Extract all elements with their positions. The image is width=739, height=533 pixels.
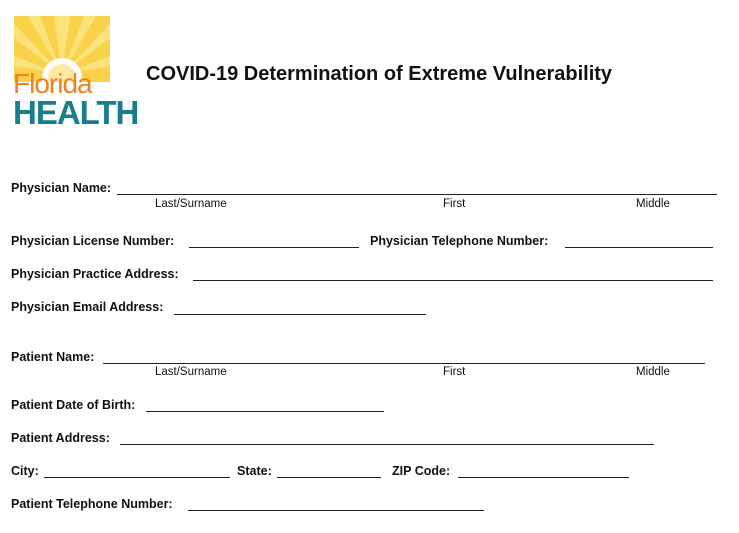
physician-name-label: Physician Name: xyxy=(11,181,112,195)
patient-middle-label: Middle xyxy=(636,366,670,378)
physician-email-label: Physician Email Address: xyxy=(11,300,164,314)
physician-name-field[interactable] xyxy=(117,194,717,195)
patient-dob-field[interactable] xyxy=(146,411,384,412)
florida-health-logo xyxy=(12,16,139,131)
patient-name-label: Patient Name: xyxy=(11,350,95,364)
physician-first-label: First xyxy=(443,198,466,210)
zip-code-field[interactable] xyxy=(458,477,629,478)
physician-telephone-label: Physician Telephone Number: xyxy=(370,234,549,248)
physician-license-field[interactable] xyxy=(189,247,359,248)
physician-email-field[interactable] xyxy=(174,314,426,315)
physician-license-label: Physician License Number: xyxy=(11,234,175,248)
patient-dob-label: Patient Date of Birth: xyxy=(11,398,136,412)
patient-name-field[interactable] xyxy=(103,363,705,364)
city-field[interactable] xyxy=(44,477,230,478)
logo-word-florida: Florida xyxy=(13,68,92,99)
physician-last-label: Last/Surname xyxy=(155,198,227,210)
physician-practice-address-label: Physician Practice Address: xyxy=(11,267,179,281)
patient-telephone-field[interactable] xyxy=(188,510,484,511)
patient-last-label: Last/Surname xyxy=(155,366,227,378)
patient-address-field[interactable] xyxy=(120,444,654,445)
logo-word-health: HEALTH xyxy=(13,94,139,131)
patient-first-label: First xyxy=(443,366,466,378)
state-field[interactable] xyxy=(277,477,381,478)
city-label: City: xyxy=(11,464,39,478)
state-label: State: xyxy=(237,464,272,478)
zip-code-label: ZIP Code: xyxy=(392,464,451,478)
physician-telephone-field[interactable] xyxy=(565,247,713,248)
physician-practice-address-field[interactable] xyxy=(193,280,713,281)
page-title: COVID-19 Determination of Extreme Vulnerability xyxy=(146,63,613,85)
patient-telephone-label: Patient Telephone Number: xyxy=(11,497,173,511)
patient-address-label: Patient Address: xyxy=(11,431,110,445)
physician-middle-label: Middle xyxy=(636,198,670,210)
